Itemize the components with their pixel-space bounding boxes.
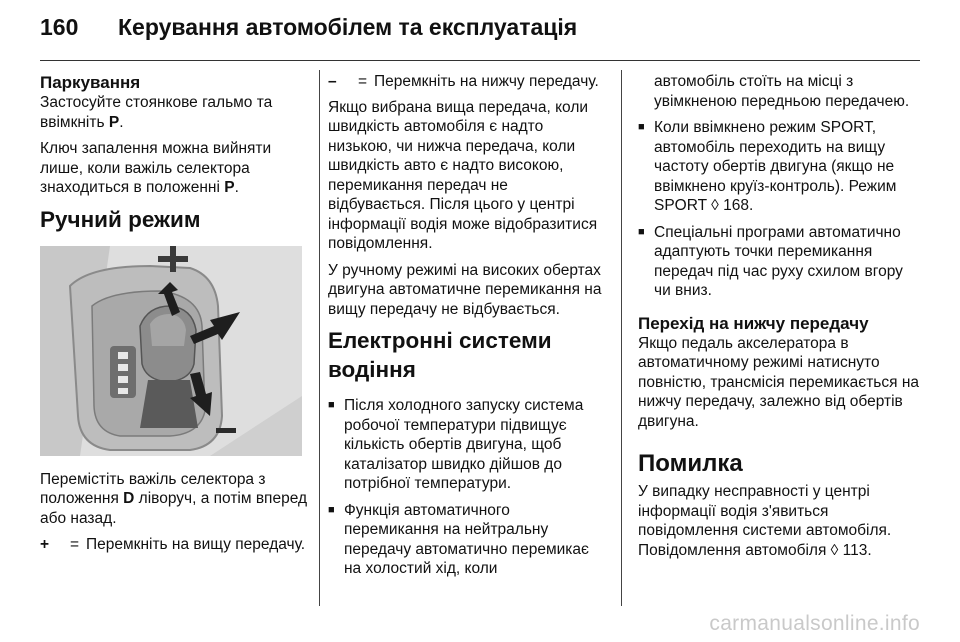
column-2 <box>328 72 608 586</box>
column-1 <box>40 72 308 561</box>
minus-icon: – <box>328 73 337 90</box>
list-item: ■ Коли ввімкнено режим SPORT, автомобіль переходить на вищу частоту обертів двигуна (якщо не ввімкнено круїз-контроль). Режим SPORT ◊ 168. <box>638 119 897 214</box>
paragraph-error: У випадку несправності у центрі інформації водія з'явиться повідомлення системи автомобіля. Повідомлення автомобіля ◊ 113. <box>638 483 892 559</box>
equals-sign: = <box>358 73 368 90</box>
heading-parking: Паркування <box>40 73 141 92</box>
heading-electronic-systems: Електронні системи водіння <box>328 328 552 382</box>
header-divider <box>40 60 920 61</box>
plus-icon: + <box>40 536 50 553</box>
paragraph-parking: Застосуйте стоянкове гальмо та ввімкніть P. <box>40 94 273 131</box>
bullet-icon: ■ <box>638 121 645 133</box>
page-header <box>40 14 577 41</box>
paragraph-downshift: Якщо педаль акселератора в автоматичному режимі натиснуто повністю, трансмісія перемикається на нижчу передачу, залежно від обертів двигуна. <box>638 334 920 430</box>
minus-definition <box>328 72 608 92</box>
list-item: ■ Спеціальні програми автоматично адаптують точки перемикання передач під час руху схилом вгору чи вниз. <box>638 223 903 299</box>
bullet-icon: ■ <box>328 399 335 411</box>
heading-manual-mode: Ручний режим <box>40 206 201 232</box>
paragraph-continuation: автомобіль стоїть на місці з увімкненою передньою передачею. <box>654 73 910 110</box>
list-item: ■ Функція автоматичного перемикання на нейтральну передачу автоматично перемикає на холостий хід, коли <box>328 501 589 577</box>
paragraph-key: Ключ запалення можна вийняти лише, коли важіль селектора знаходиться в положенні P. <box>40 140 272 196</box>
heading-error: Помилка <box>638 450 743 477</box>
equals-sign: = <box>70 536 80 553</box>
bullet-icon: ■ <box>638 225 645 238</box>
page-number: 160 <box>40 14 79 40</box>
paragraph-move-selector: Перемістіть важіль селектора з положення D ліворуч, а потім вперед або назад. <box>40 470 308 527</box>
list-item: ■ Після холодного запуску система робочої температури підвищує кількість обертів двигуна, щоб каталізатор швидко дійшов до потрібної температури. <box>328 397 584 492</box>
gear-selector-illustration <box>40 246 302 456</box>
heading-downshift: Перехід на нижчу передачу <box>638 313 869 333</box>
page-header-title: Керування автомобілем та експлуатація <box>118 14 578 40</box>
plus-description: Перемкніть на вищу передачу. <box>86 536 306 553</box>
paragraph-wrong-gear: Якщо вибрана вища передача, коли швидкість автомобіля є надто низькою, чи нижча передача, коли швидкість авто є надто високою, перемикання передач не відбувається. Після цього у центрі інформації водія може відобразитися повідомлення. <box>328 98 598 252</box>
paragraph-high-rpm: У ручному режимі на високих обертах двигуна автоматичне перемикання на вищу передачу не відбувається. <box>328 261 602 318</box>
minus-description: Перемкніть на нижчу передачу. <box>374 73 599 90</box>
column-3 <box>638 72 920 567</box>
column-divider-2 <box>621 70 622 606</box>
column-divider-1 <box>319 70 320 606</box>
watermark: carmanualsonline.info <box>709 612 920 635</box>
bullet-icon: ■ <box>328 503 335 516</box>
plus-definition <box>40 535 308 555</box>
